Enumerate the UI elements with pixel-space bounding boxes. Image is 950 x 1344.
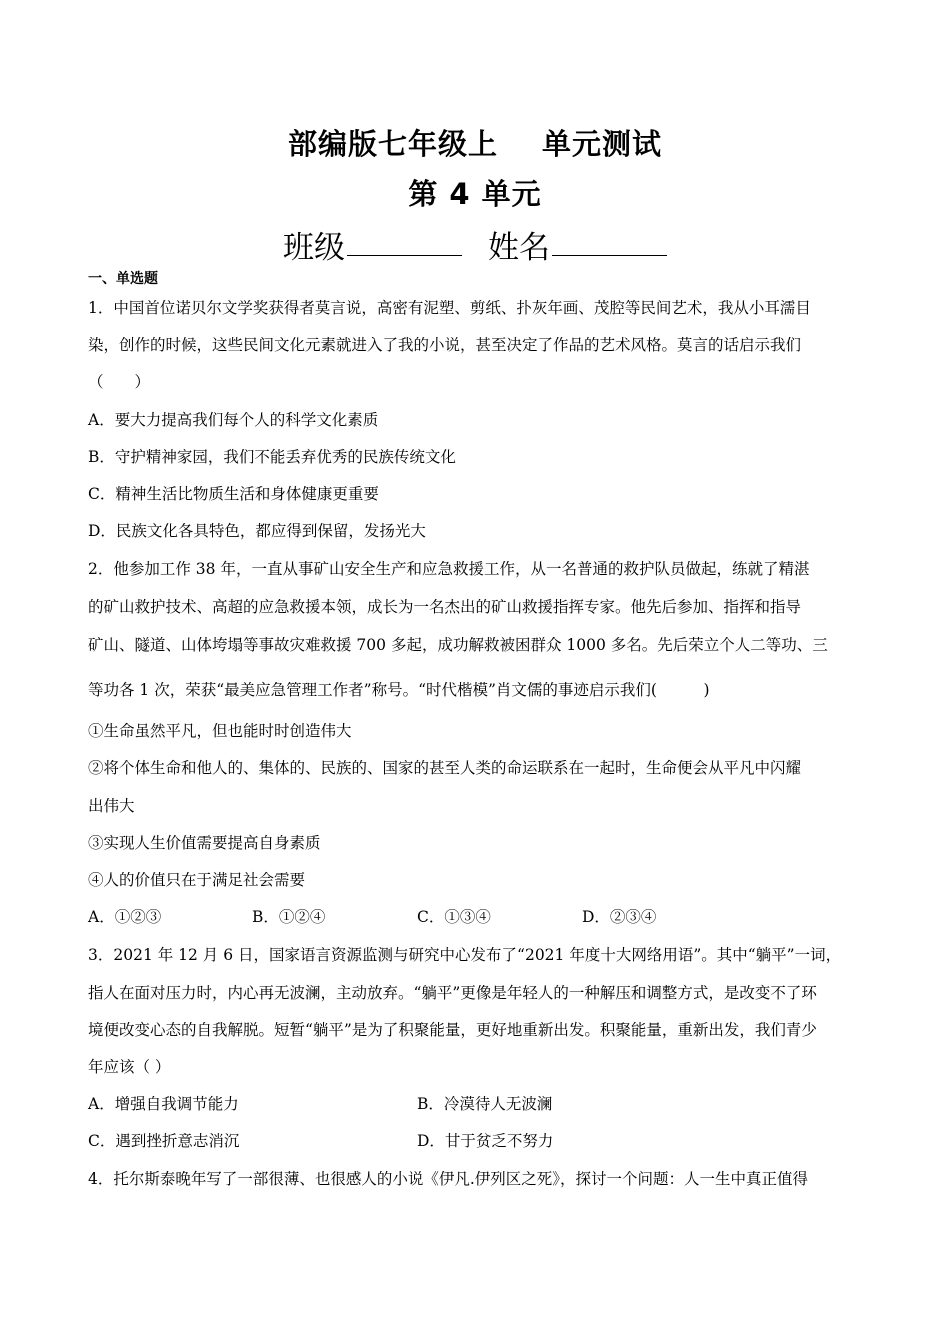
q3-line-4: 年应该（ ） [88,1058,171,1076]
title-grade: 部编版七年级上 [287,127,498,161]
q2-option-c: C．①③④ [417,908,491,926]
q2-option-d: D．②③④ [582,908,657,926]
q1-option-c: C．精神生活比物质生活和身体健康更重要 [88,485,379,503]
q2-statement-4: ④人的价值只在于满足社会需要 [88,871,306,889]
q2-statement-2-cont: 出伟大 [88,797,135,815]
unit-title: 第 4 单元 [408,177,542,211]
q2-line-3: 矿山、隧道、山体垮塌等事故灾难救援 700 多起，成功解救被困群众 1000 多名。先后荣立个人二等功、三 [88,636,828,654]
q2-option-b: B．①②④ [252,908,326,926]
section-heading: 一、单选题 [88,271,158,287]
q2-line-2: 的矿山救护技术、高超的应急救援本领，成长为一名杰出的矿山救援指挥专家。他先后参加、指挥和指导 [88,598,802,616]
student-info-line [0,222,950,267]
class-blank [347,254,462,256]
q1-option-b: B．守护精神家园，我们不能丢弃优秀的民族传统文化 [88,448,456,466]
q3-option-b: B．冷漠待人无波澜 [417,1095,553,1113]
q2-statement-3: ③实现人生价值需要提高自身素质 [88,834,321,852]
q1-line-3: （ ） [88,373,151,391]
q2-statement-1: ①生命虽然平凡，但也能时时创造伟大 [88,722,352,740]
q3-option-a: A．增强自我调节能力 [88,1095,239,1113]
q3-option-c: C．遇到挫折意志消沉 [88,1132,240,1150]
q3-line-3: 境便改变心态的自我解脱。短暂“躺平”是为了积聚能量，更好地重新出发。积聚能量，重新出发，我们青少 [88,1021,817,1039]
q3-option-d: D．甘于贫乏不努力 [417,1132,554,1150]
q2-line-1: 2．他参加工作 38 年，一直从事矿山安全生产和应急救援工作，从一名普通的救护队员做起，练就了精湛 [88,560,810,578]
q2-option-a: A．①②③ [88,908,162,926]
q1-option-a: A．要大力提高我们每个人的科学文化素质 [88,411,379,429]
q3-line-2: 指人在面对压力时，内心再无波澜，主动放弃。“躺平”更像是年轻人的一种解压和调整方式，是改变不了环 [88,984,817,1002]
name-blank [552,254,667,256]
title-test: 单元测试 [542,127,663,161]
page-title [0,122,950,163]
name-label: 姓名 [488,230,550,266]
q1-line-2: 染，创作的时候，这些民间文化元素就进入了我的小说，甚至决定了作品的艺术风格。莫言的话启示我们 [88,336,802,354]
q1-line-1: 1．中国首位诺贝尔文学奖获得者莫言说，高密有泥塑、剪纸、扑灰年画、茂腔等民间艺术，我从小耳濡目 [88,299,811,317]
class-label: 班级 [283,230,345,266]
q1-option-d: D．民族文化各具特色，都应得到保留，发扬光大 [88,522,426,540]
q2-statement-2: ②将个体生命和他人的、集体的、民族的、国家的甚至人类的命运联系在一起时，生命便会从平凡中闪耀 [88,759,802,777]
q4-line-1: 4．托尔斯泰晚年写了一部很薄、也很感人的小说《伊凡.伊列区之死》，探讨一个问题：人一生中真正值得 [88,1170,809,1188]
q3-line-1: 3．2021 年 12 月 6 日，国家语言资源监测与研究中心发布了“2021 年度十大网络用语”。其中“躺平”一词， [88,946,842,964]
q2-line-4: 等功各 1 次，荣获“最美应急管理工作者”称号。“时代楷模”肖文儒的事迹启示我们( ) [88,681,710,699]
